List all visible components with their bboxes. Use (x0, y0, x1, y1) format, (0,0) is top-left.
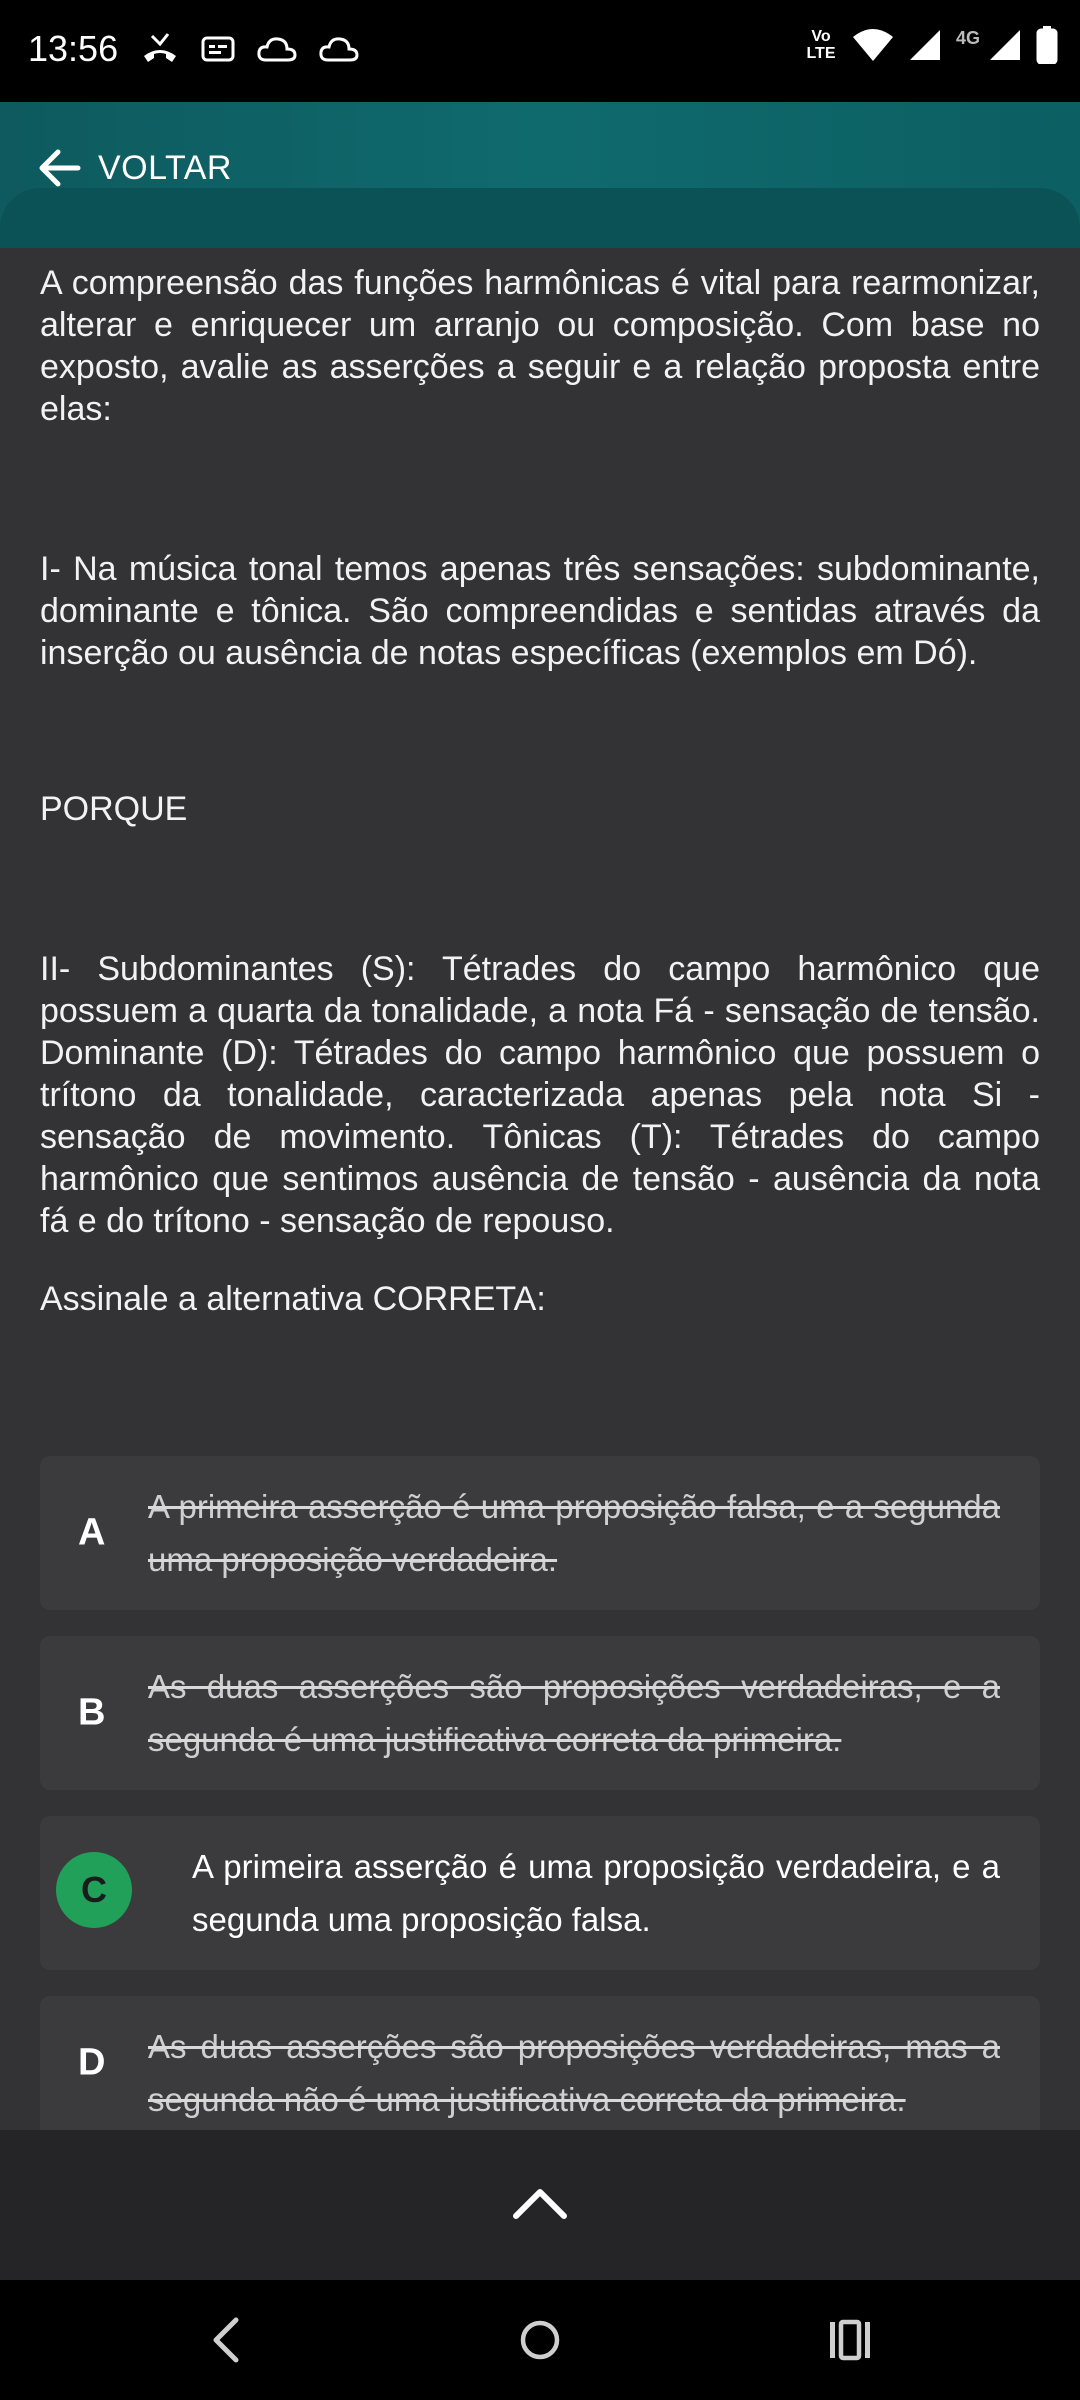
status-bar (0, 0, 1080, 102)
option-d[interactable] (40, 1996, 1040, 2130)
option-a[interactable] (40, 1456, 1040, 1610)
question-prompt: Assinale a alternativa CORRETA: (40, 1280, 546, 1318)
nav-recents-icon[interactable] (826, 2316, 874, 2364)
option-text: A primeira asserção é uma proposição falsa, e a segunda uma proposição verdadeira. (148, 1488, 1000, 1578)
missed-call-icon (140, 30, 180, 70)
connector-text: PORQUE (40, 790, 188, 828)
back-label: VOLTAR (98, 148, 232, 187)
assertion-2: II- Subdominantes (S): Tétrades do campo harmônico que possuem a quarta da tonalidade, a nota Fá - sensação de tensão. Dominante (D): Tétrades do campo harmônico que possuem o trítono da tonalidade, caracterizada apenas pela nota Si - sensação de movimento. Tônicas (T): Tétrades do campo harmônico que sentimos ausência de tensão - ausência da nota fá e do trítono - sensação de repouso. (40, 950, 1040, 1240)
correct-answer-badge: C (56, 1852, 132, 1928)
cloud-icon-2 (318, 30, 360, 70)
cloud-icon (256, 30, 298, 70)
header-curve (0, 188, 1080, 248)
option-text: As duas asserções são proposições verdadeiras, e a segunda é uma justificativa correta da primeira. (148, 1668, 1000, 1758)
back-button[interactable] (36, 148, 232, 188)
notification-icons (140, 30, 360, 70)
nav-back-icon[interactable] (206, 2316, 246, 2364)
network-type-label: 4G (955, 27, 980, 48)
assertion-1: I- Na música tonal temos apenas três sensações: subdominante, dominante e tônica. São compreendidas e sentidas através da inserção ou ausência de notas específicas (exemplos em Dó). (40, 550, 1040, 672)
option-b[interactable] (40, 1636, 1040, 1790)
option-text: As duas asserções são proposições verdadeiras, mas a segunda não é uma justificativa correta da primeira. (148, 2028, 1000, 2118)
battery-icon (1036, 26, 1058, 64)
option-text: A primeira asserção é uma proposição verdadeira, e a segunda uma proposição falsa. (192, 1848, 1000, 1938)
arrow-left-icon (36, 148, 82, 188)
message-icon (200, 30, 236, 70)
question-intro: A compreensão das funções harmônicas é vital para rearmonizar, alterar e enriquecer um arranjo ou composição. Com base no exposto, avalie as asserções a seguir e a relação proposta entre elas: (40, 264, 1040, 428)
option-letter: A (78, 1511, 106, 1554)
option-letter: D (78, 2041, 106, 2084)
status-time: 13:56 (28, 28, 119, 69)
volte-icon: Vo LTE (806, 28, 836, 62)
nav-home-icon[interactable] (518, 2316, 562, 2364)
chevron-up-icon[interactable] (510, 2174, 570, 2234)
option-letter: B (78, 1691, 106, 1734)
signal-icon (908, 28, 942, 62)
wifi-icon (852, 27, 894, 63)
signal-icon-2 (988, 28, 1022, 62)
option-c[interactable] (40, 1816, 1040, 1970)
system-icons (804, 26, 1058, 64)
